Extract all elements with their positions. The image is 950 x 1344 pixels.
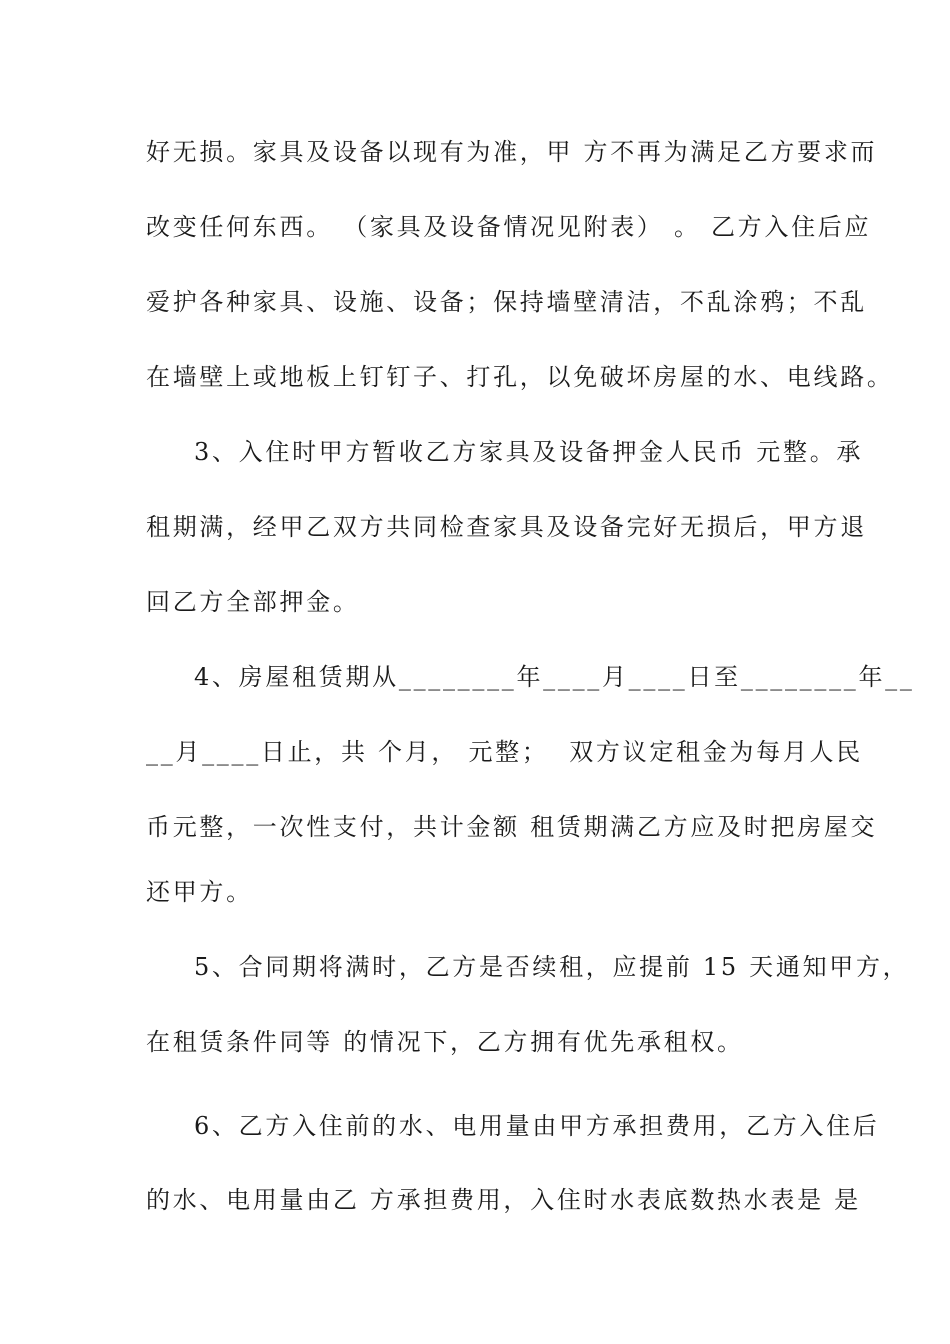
paragraph-line: 好无损。家具及设备以现有为准，甲 方不再为满足乙方要求而	[146, 138, 878, 166]
paragraph-line: __月____日止，共 个月， 元整； 双方议定租金为每月人民	[146, 738, 863, 766]
clause-5-first-line: 5、合同期将满时，乙方是否续租，应提前 15 天通知甲方，	[194, 953, 910, 981]
paragraph-line: 在墙壁上或地板上钉钉子、打孔，以免破坏房屋的水、电线路。	[146, 363, 894, 391]
paragraph-line: 币元整，一次性支付，共计金额 租赁期满乙方应及时把房屋交	[146, 813, 878, 841]
paragraph-line: 回乙方全部押金。	[146, 588, 360, 616]
paragraph-line: 爱护各种家具、设施、设备；保持墙壁清洁，不乱涂鸦；不乱	[146, 288, 867, 316]
paragraph-line: 还甲方。	[146, 878, 253, 906]
paragraph-line: 租期满，经甲乙双方共同检查家具及设备完好无损后，甲方退	[146, 513, 867, 541]
paragraph-line: 在租赁条件同等 的情况下，乙方拥有优先承租权。	[146, 1028, 744, 1056]
paragraph-line: 的水、电用量由乙 方承担费用，入住时水表底数热水表是 是	[146, 1186, 861, 1214]
clause-3-first-line: 3、入住时甲方暂收乙方家具及设备押金人民币 元整。承	[194, 438, 864, 466]
clause-4-first-line: 4、房屋租赁期从________年____月____日至________年__	[194, 663, 915, 691]
clause-6-first-line: 6、乙方入住前的水、电用量由甲方承担费用，乙方入住后	[194, 1112, 880, 1140]
paragraph-line: 改变任何东西。 （家具及设备情况见附表） 。 乙方入住后应	[146, 213, 872, 241]
